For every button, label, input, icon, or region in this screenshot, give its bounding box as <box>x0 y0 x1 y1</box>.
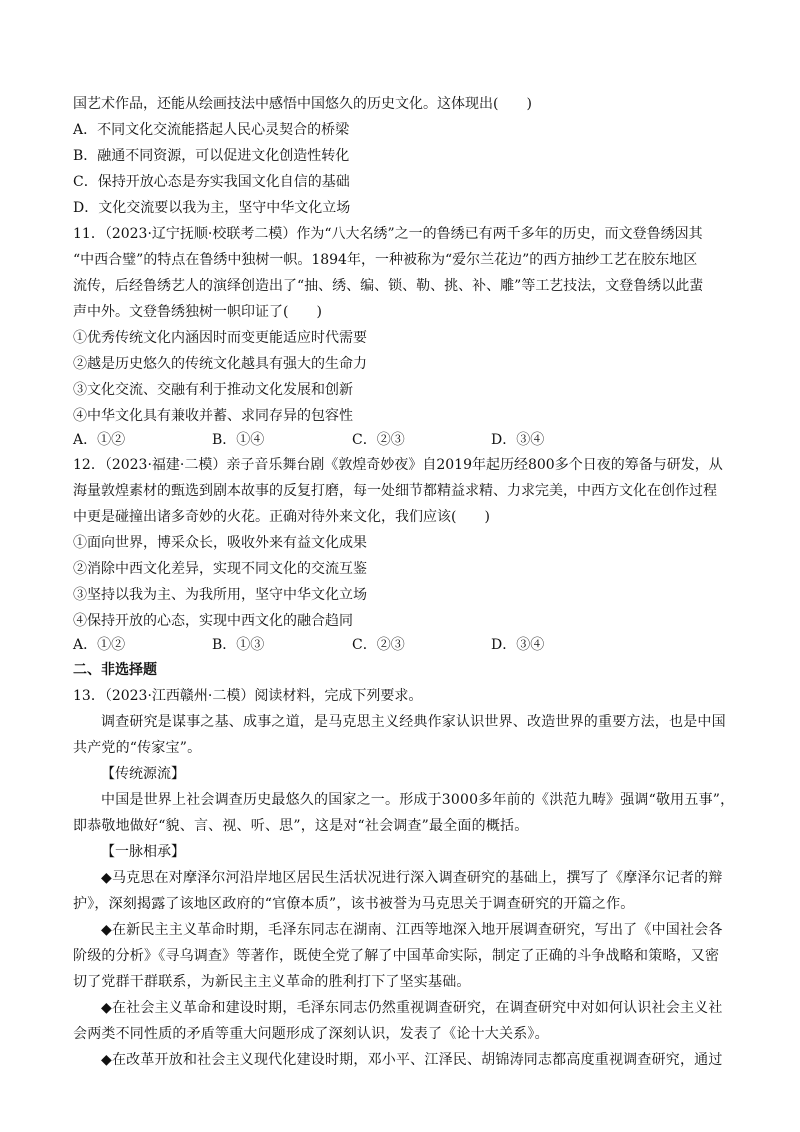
q11-statement-1: ①优秀传统文化内涵因时而变更能适应时代需要 <box>73 330 367 346</box>
q12-choice-b: B．①③ <box>212 637 265 653</box>
question-11-stem: 11．（2023·辽宁抚顺·校联考二模）作为“八大名绣”之一的鲁绣已有两千多年的历史，而文登鲁绣因其 <box>73 226 703 242</box>
material-paragraph: 即恭敬地做好“貌、言、视、听、思”，这是对“社会调查”最全面的概括。 <box>73 818 529 834</box>
question-12-stem: 海量敦煌素材的甄选到剧本故事的反复打磨，每一处细节都精益求精、力求完美，中西方文化在创作过程 <box>73 483 717 499</box>
material-subheading-tradition: 【传统源流】 <box>101 766 185 782</box>
question-11-stem: 流传，后经鲁绣艺人的演绎创造出了“抽、绣、编、锁、勒、挑、补、雕”等工艺技法，文登鲁绣以此蜚 <box>73 278 704 294</box>
q12-choice-d: D．③④ <box>491 637 545 653</box>
material-bullet-new-democratic: 切了党群干群联系，为新民主主义革命的胜利打下了坚实基础。 <box>73 974 471 990</box>
q11-choice-b: B．①④ <box>212 432 265 448</box>
question-12-stem: 中更是碰撞出诸多奇妙的火花。正确对待外来文化，我们应该( ) <box>73 509 490 525</box>
q10-option-a: A．不同文化交流能搭起人民心灵契合的桥梁 <box>73 122 350 138</box>
material-bullet-new-democratic: 阶级的分析》《寻乌调查》等著作，既使全党了解了中国革命实际，制定了正确的斗争战略和策略，又密 <box>73 948 720 964</box>
material-subheading-continuity: 【一脉相承】 <box>101 844 185 860</box>
q11-choice-d: D．③④ <box>491 432 545 448</box>
material-paragraph: 共产党的“传家宝”。 <box>73 740 202 756</box>
question-12-stem: 12．（2023·福建·二模）亲子音乐舞台剧《敦煌奇妙夜》自2019年起历经800多个日夜的筹备与研发，从 <box>73 457 723 473</box>
q10-option-c: C．保持开放心态是夯实我国文化自信的基础 <box>73 174 350 190</box>
q12-statement-1: ①面向世界，博采众长，吸收外来有益文化成果 <box>73 535 367 551</box>
question-11-stem: “中西合璧”的特点在鲁绣中独树一帜。1894年，一种被称为“爱尔兰花边”的西方抽纱工艺在胶东地区 <box>73 252 698 268</box>
material-bullet-reform-era: ◆在改革开放和社会主义现代化建设时期，邓小平、江泽民、胡锦涛同志都高度重视调查研究，通过 <box>101 1052 723 1068</box>
section-heading-non-choice: 二、非选择题 <box>73 662 157 678</box>
q11-choice-a: A．①② <box>73 432 126 448</box>
material-paragraph: 调查研究是谋事之基、成事之道，是马克思主义经典作家认识世界、改造世界的重要方法，也是中国 <box>101 714 726 730</box>
q12-choice-a: A．①② <box>73 637 126 653</box>
q12-statement-3: ③坚持以我为主、为我所用，坚守中华文化立场 <box>73 587 367 603</box>
q11-statement-3: ③文化交流、交融有利于推动文化发展和创新 <box>73 382 353 398</box>
q12-statement-2: ②消除中西文化差异，实现不同文化的交流互鉴 <box>73 561 367 577</box>
q10-option-d: D．文化交流要以我为主，坚守中华文化立场 <box>73 200 351 216</box>
q11-statement-4: ④中华文化具有兼收并蓄、求同存异的包容性 <box>73 408 353 424</box>
material-bullet-socialist-construction: 会两类不同性质的矛盾等重大问题形成了深刻认识，发表了《论十大关系》。 <box>73 1026 549 1042</box>
q12-choice-c: C．②③ <box>352 637 405 653</box>
q10-option-b: B．融通不同资源，可以促进文化创造性转化 <box>73 148 350 164</box>
question-10-stem-tail: 国艺术作品，还能从绘画技法中感悟中国悠久的历史文化。这体现出( ) <box>73 96 532 112</box>
q11-choice-c: C．②③ <box>352 432 405 448</box>
question-11-stem: 声中外。文登鲁绣独树一帜印证了( ) <box>73 304 322 320</box>
material-bullet-marx: ◆马克思在对摩泽尔河沿岸地区居民生活状况进行深入调查研究的基础上，撰写了《摩泽尔记者的辩 <box>101 870 723 886</box>
material-bullet-marx: 护》，深刻揭露了该地区政府的“官僚本质”，该书被誉为马克思关于调查研究的开篇之作。 <box>73 896 635 912</box>
q12-statement-4: ④保持开放的心态，实现中西文化的融合趋同 <box>73 613 353 629</box>
material-bullet-new-democratic: ◆在新民主主义革命时期，毛泽东同志在湖南、江西等地深入地开展调查研究，写出了《中国社会各 <box>101 922 723 938</box>
material-paragraph: 中国是世界上社会调查历史最悠久的国家之一。形成于3000多年前的《洪范九畴》强调“敬用五事”， <box>101 792 735 808</box>
q11-statement-2: ②越是历史悠久的传统文化越具有强大的生命力 <box>73 356 367 372</box>
material-bullet-socialist-construction: ◆在社会主义革命和建设时期，毛泽东同志仍然重视调查研究，在调查研究中对如何认识社会主义社 <box>101 1000 723 1016</box>
question-13-stem: 13．（2023·江西赣州·二模）阅读材料，完成下列要求。 <box>73 688 423 704</box>
